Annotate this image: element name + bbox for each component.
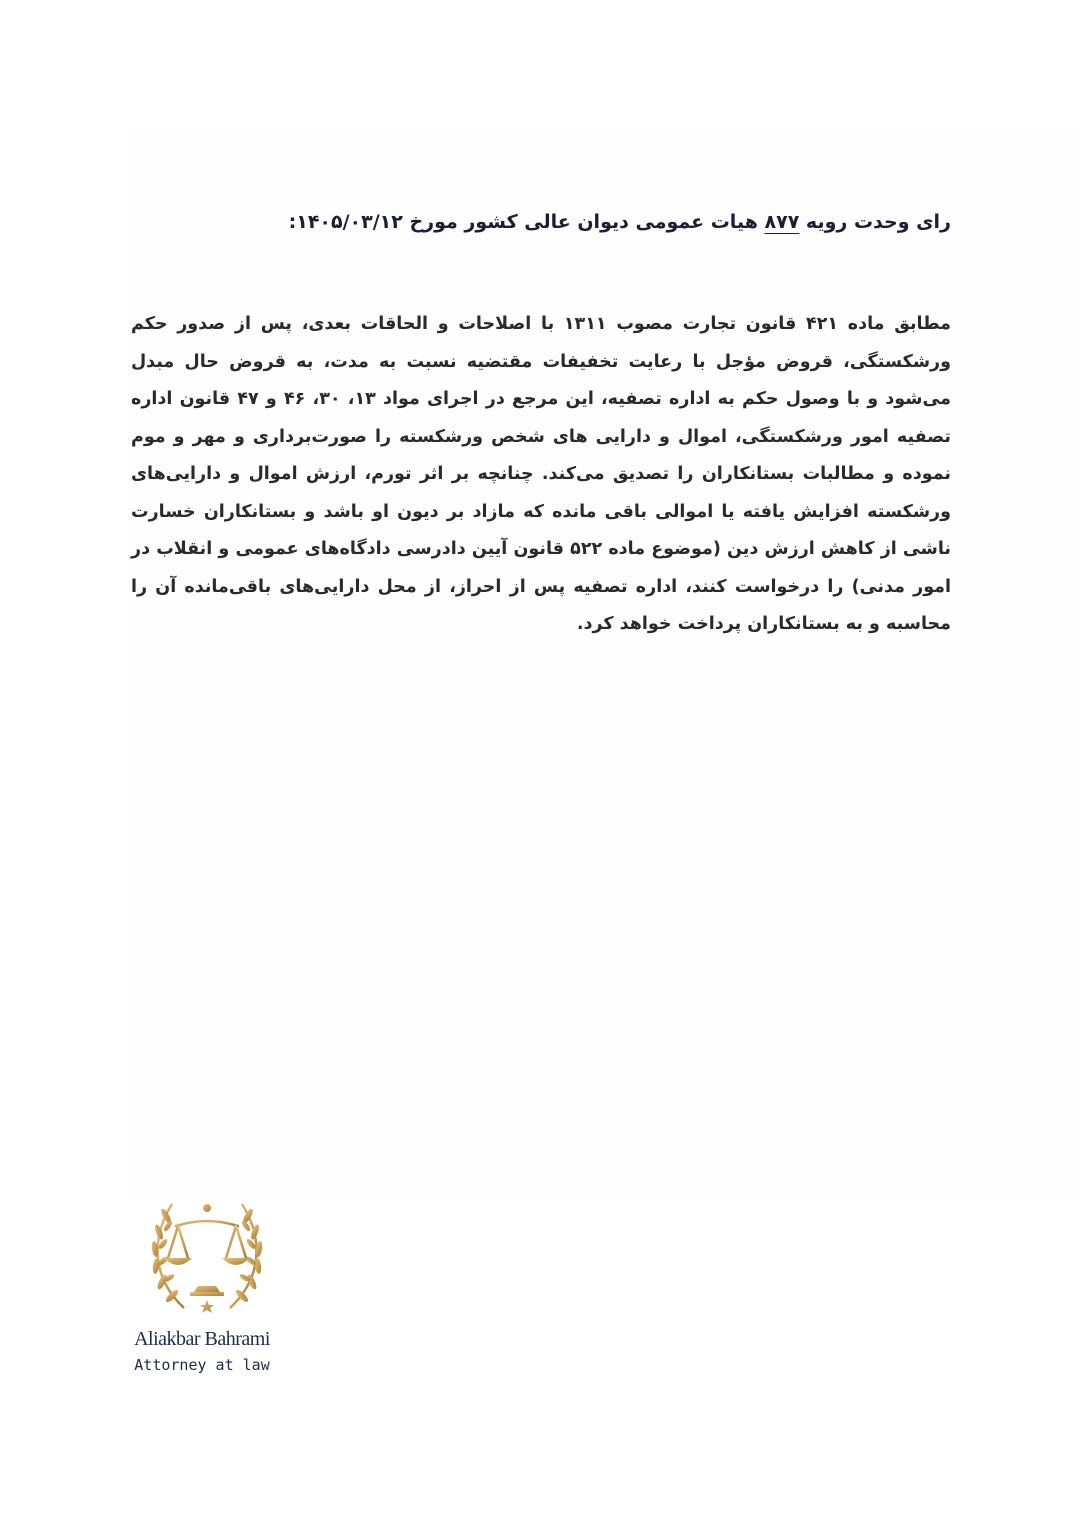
page-panel bbox=[128, 128, 1080, 1198]
title-suffix: هیات عمومی دیوان عالی کشور مورخ ۱۴۰۵/۰۳/۱۲: bbox=[288, 211, 758, 233]
firm-logo bbox=[132, 1196, 272, 1396]
logo-subtitle: Attorney at law bbox=[134, 1356, 270, 1374]
case-number: ۸۷۷ bbox=[764, 211, 800, 233]
scales-of-justice-laurel-icon bbox=[144, 1196, 270, 1324]
document-body: مطابق ماده ۴۲۱ قانون تجارت مصوب ۱۳۱۱ با اصلاحات و الحاقات بعدی، پس از صدور حکم ورشکستگی، قروض مؤجل با رعایت تخفیفات مقتضیه نسبت به مدت، به قروض حال مبدل می‌شود و با وصول حکم به اداره تصفیه، این مرجع در اجرای مواد ۱۳، ۳۰، ۴۶ و ۴۷ قانون اداره تصفیه امور ورشکستگی، اموال و دارایی های شخص ورشکسته را صورت‌برداری و مهر و موم نموده و مطالبات بستانکاران را تصدیق می‌کند. چنانچه بر اثر تورم، ارزش اموال و دارایی‌های ورشکسته افزایش یافته یا اموالی باقی مانده که مازاد بر دیون او باشد و بستانکاران خسارت ناشی از کاهش ارزش دین (موضوع ماده ۵۲۲ قانون آیین دادرسی دادگاه‌های عمومی و انقلاب در امور مدنی) را درخواست کنند، اداره تصفیه پس از احراز، از محل دارایی‌های باقی‌مانده آن را محاسبه و به بستانکاران پرداخت خواهد کرد. bbox=[131, 314, 952, 634]
title-prefix: رای وحدت رویه bbox=[805, 211, 951, 233]
logo-name: Aliakbar Bahrami bbox=[134, 1328, 270, 1350]
document-title bbox=[131, 205, 951, 239]
